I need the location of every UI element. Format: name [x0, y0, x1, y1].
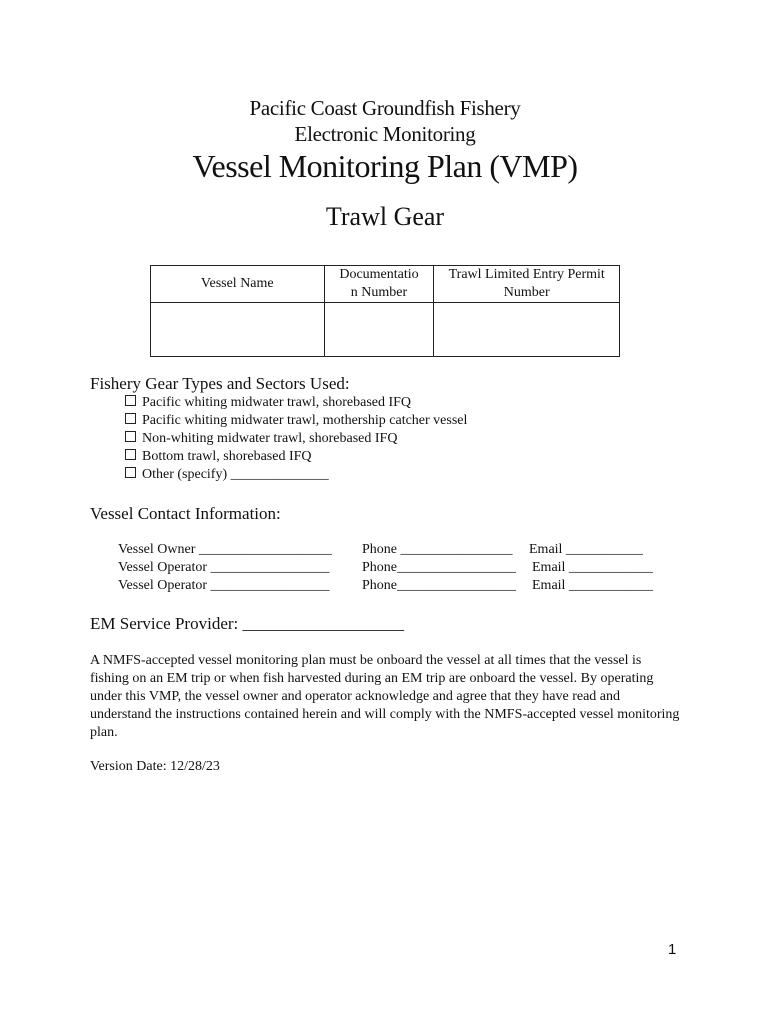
header-line-1: Pacific Coast Groundfish Fishery [249, 96, 521, 120]
gear-item[interactable]: Pacific whiting midwater trawl, mothership catcher vessel [125, 413, 467, 429]
permit-number-cell[interactable] [434, 303, 620, 357]
documentation-number-cell[interactable] [324, 303, 434, 357]
checkbox[interactable] [125, 431, 136, 442]
document-title: Vessel Monitoring Plan (VMP) [192, 148, 578, 184]
gear-item[interactable]: Bottom trawl, shorebased IFQ [125, 449, 312, 465]
header-line-2: Electronic Monitoring [294, 122, 476, 146]
document-subtitle: Trawl Gear [325, 202, 445, 231]
vessel-info-table [150, 265, 620, 357]
version-date: Version Date: 12/28/23 [90, 759, 220, 774]
operator-2-field[interactable]: Vessel Operator _________________ [118, 578, 330, 593]
gear-item[interactable]: Pacific whiting midwater trawl, shorebased IFQ [125, 395, 411, 411]
page-number: 1 [668, 941, 677, 958]
gear-item[interactable]: Other (specify) ______________ [125, 467, 329, 483]
checkbox[interactable] [125, 413, 136, 424]
vessel-name-cell[interactable] [151, 303, 325, 357]
operator-email-field[interactable]: Email ____________ [532, 560, 653, 575]
gear-item[interactable]: Non-whiting midwater trawl, shorebased IFQ [125, 431, 397, 447]
gear-types-heading: Fishery Gear Types and Sectors Used: [90, 374, 350, 393]
checkbox[interactable] [125, 395, 136, 406]
owner-phone-field[interactable]: Phone ________________ [362, 542, 513, 557]
em-service-provider-field[interactable]: EM Service Provider: ___________________ [90, 614, 404, 633]
owner-email-field[interactable]: Email ___________ [529, 542, 643, 557]
operator-2-email-field[interactable]: Email ____________ [532, 578, 653, 593]
checkbox[interactable] [125, 449, 136, 460]
contact-heading: Vessel Contact Information: [90, 504, 281, 523]
operator-field[interactable]: Vessel Operator _________________ [118, 560, 330, 575]
agreement-paragraph: A NMFS-accepted vessel monitoring plan must be onboard the vessel at all times that the vessel is fishing on an EM trip or when fish harvested during an EM trip are onboard the vessel. By operating under this VMP, the vessel owner and operator acknowledge and agree that they have read and understand the instructions contained herein and will comply with the NMFS-accepted vessel monitoring plan. [90, 653, 680, 740]
documentation-number-header: Documentatio n Number [324, 266, 434, 303]
operator-2-phone-field[interactable]: Phone_________________ [362, 578, 516, 593]
operator-phone-field[interactable]: Phone_________________ [362, 560, 516, 575]
vessel-name-header: Vessel Name [151, 266, 325, 303]
permit-number-header: Trawl Limited Entry Permit Number [434, 266, 620, 303]
checkbox[interactable] [125, 467, 136, 478]
owner-field[interactable]: Vessel Owner ___________________ [118, 542, 332, 557]
